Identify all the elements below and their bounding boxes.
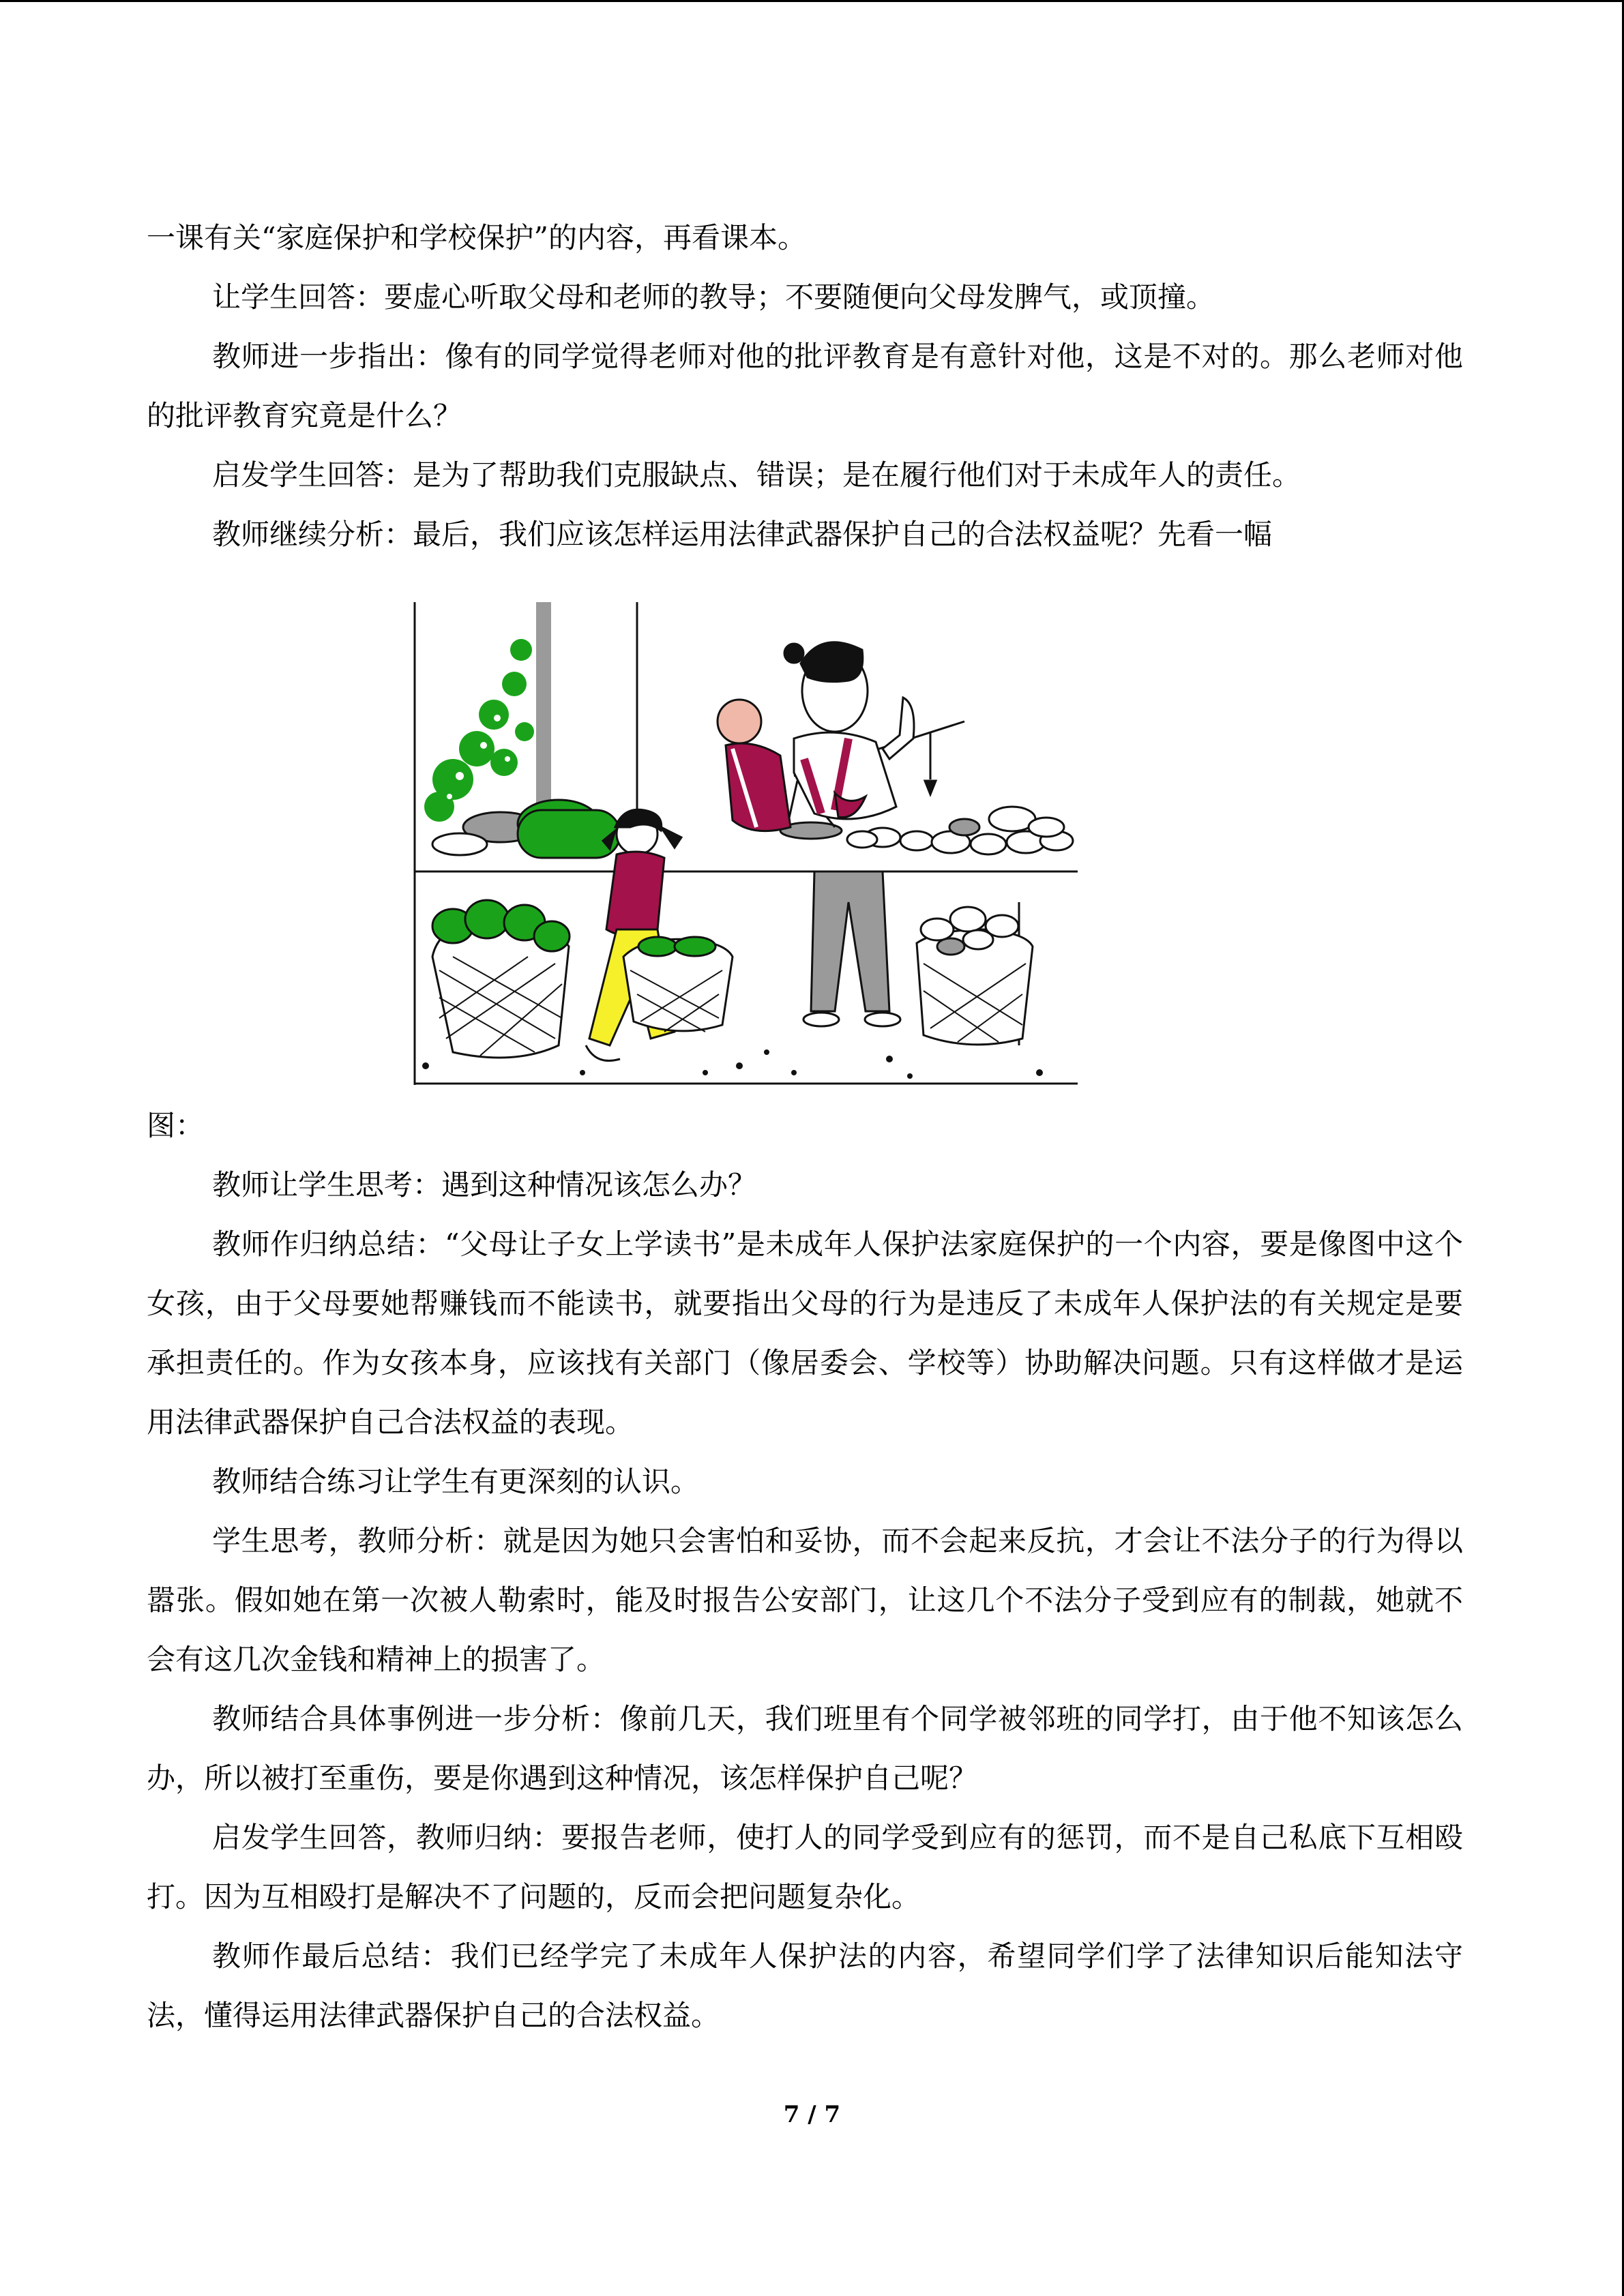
paragraph: 学生思考，教师分析：就是因为她只会害怕和妥协，而不会起来反抗，才会让不法分子的行为得以嚣张。假如她在第一次被人勒索时，能及时报告公安部门，让这几个不法分子受到应有的制裁，她就不会有这几次金钱和精神上的损害了。 <box>147 1524 1463 1676</box>
paragraph: 教师让学生思考：遇到这种情况该怎么办？ <box>212 1168 757 1202</box>
foliage <box>424 639 534 822</box>
paragraph: 教师进一步指出：像有的同学觉得老师对他的批评教育是有意针对他，这是不对的。那么老师对他的批评教育究竟是什么？ <box>147 340 1463 432</box>
basket-left <box>432 900 570 1058</box>
basket-right <box>917 907 1033 1045</box>
page-number: 7 / 7 <box>783 2101 841 2128</box>
text-block-bottom <box>147 1096 1463 2045</box>
paragraph: 教师结合练习让学生有更深刻的认识。 <box>212 1465 700 1498</box>
paragraph: 教师作归纳总结：“父母让子女上学读书”是未成年人保护法家庭保护的一个内容，要是像图中这个女孩，由于父母要她帮赚钱而不能读书，就要指出父母的行为是违反了未成年人保护法的有关规定是要承担责任的。作为女孩本身，应该找有关部门（像居委会、学校等）协助解决问题。只有这样做才是运用法律武器保护自己合法权益的表现。 <box>147 1227 1463 1439</box>
paragraph-continuation: 一课有关“家庭保护和学校保护”的内容，再看课本。 <box>147 221 806 254</box>
paragraph: 让学生回答：要虚心听取父母和老师的教导；不要随便向父母发脾气，或顶撞。 <box>212 280 1215 314</box>
paragraph: 教师结合具体事例进一步分析：像前几天，我们班里有个同学被邻班的同学打，由于他不知该怎么办，所以被打至重伤，要是你遇到这种情况，该怎样保护自己呢？ <box>147 1702 1463 1795</box>
paragraph: 教师继续分析：最后，我们应该怎样运用法律武器保护自己的合法权益呢？先看一幅 <box>212 518 1273 551</box>
baby-figure <box>718 700 791 831</box>
paragraph: 教师作最后总结：我们已经学完了未成年人保护法的内容，希望同学们学了法律知识后能知法守法，懂得运用法律武器保护自己的合法权益。 <box>147 1939 1463 2032</box>
vegetables-shelf <box>432 800 620 858</box>
paragraph: 启发学生回答：是为了帮助我们克服缺点、错误；是在履行他们对于未成年人的责任。 <box>212 458 1301 492</box>
basket-middle <box>623 937 733 1032</box>
market-illustration <box>412 602 1080 1086</box>
text-block-top <box>147 208 1463 564</box>
paragraph: 启发学生回答，教师归纳：要报告老师，使打人的同学受到应有的惩罚，而不是自己私底下互相殴打。因为互相殴打是解决不了问题的，反而会把问题复杂化。 <box>147 1821 1463 1913</box>
paragraph-continuation: 图： <box>147 1109 205 1142</box>
pillar <box>536 602 551 820</box>
